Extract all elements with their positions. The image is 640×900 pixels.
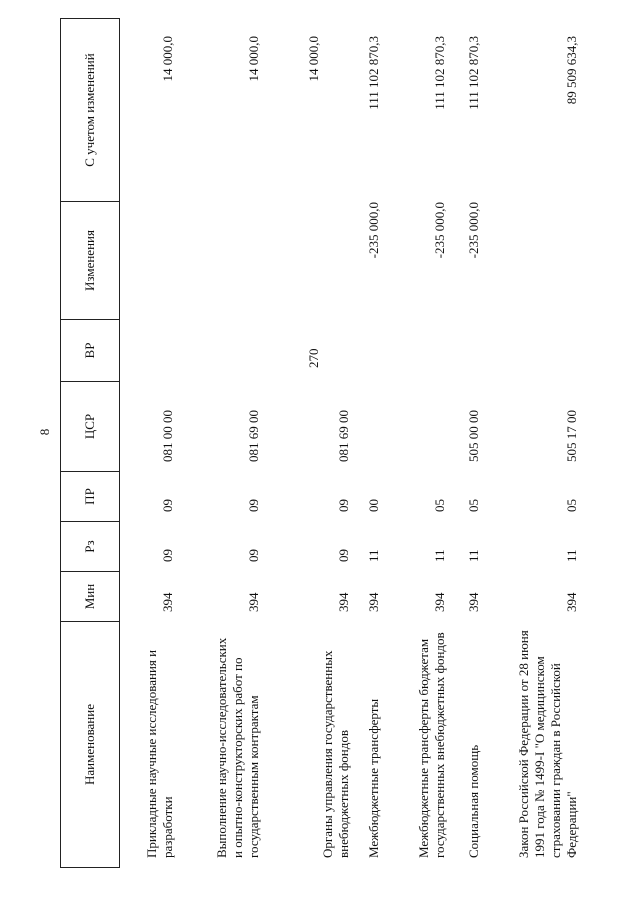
header-csr: ЦСР bbox=[61, 381, 119, 471]
cell-name: Социальная помощь bbox=[466, 744, 481, 858]
cell-total: 14 000,0 bbox=[160, 36, 175, 82]
cell-izm: -235 000,0 bbox=[366, 202, 381, 259]
cell-min: 394 bbox=[246, 592, 261, 612]
cell-min: 394 bbox=[160, 592, 175, 612]
cell-vr: 270 bbox=[306, 348, 321, 368]
cell-pr: 05 bbox=[564, 499, 579, 512]
header-izm: Изменения bbox=[61, 201, 119, 319]
cell-pr: 09 bbox=[160, 499, 175, 512]
cell-name: Межбюджетные трансферты bbox=[366, 698, 381, 858]
cell-total: 111 102 870,3 bbox=[366, 36, 381, 110]
cell-rz: 09 bbox=[336, 549, 351, 562]
cell-name: Закон Российской Федерации от 28 июня 1991 года № 1499-I "О медицинском страховании граждан в Российской Федерации" bbox=[516, 630, 579, 858]
cell-total: 14 000,0 bbox=[306, 36, 321, 82]
cell-total: 111 102 870,3 bbox=[466, 36, 481, 110]
cell-rz: 09 bbox=[160, 549, 175, 562]
header-vr: ВР bbox=[61, 319, 119, 381]
cell-min: 394 bbox=[366, 592, 381, 612]
cell-rz: 11 bbox=[432, 549, 447, 562]
cell-total: 89 509 634,3 bbox=[564, 36, 579, 105]
cell-csr: 081 69 00 bbox=[246, 410, 261, 462]
cell-izm: -235 000,0 bbox=[432, 202, 447, 259]
header-total: С учетом изменений bbox=[82, 53, 97, 167]
cell-pr: 09 bbox=[246, 499, 261, 512]
header-name: Наименование bbox=[61, 621, 119, 867]
cell-name: Межбюджетные трансферты бюджетам государственных внебюджетных фондов bbox=[416, 632, 447, 858]
cell-csr: 081 00 00 bbox=[160, 410, 175, 462]
cell-csr: 505 00 00 bbox=[466, 410, 481, 462]
cell-total: 14 000,0 bbox=[246, 36, 261, 82]
header-pr: ПР bbox=[61, 471, 119, 521]
cell-min: 394 bbox=[466, 592, 481, 612]
cell-pr: 05 bbox=[432, 499, 447, 512]
header-rz: Рз bbox=[61, 521, 119, 571]
cell-name: Прикладные научные исследования и разработки bbox=[144, 649, 175, 858]
cell-total: 111 102 870,3 bbox=[432, 36, 447, 110]
cell-min: 394 bbox=[336, 592, 351, 612]
cell-izm: -235 000,0 bbox=[466, 202, 481, 259]
cell-csr: 505 17 00 bbox=[564, 410, 579, 462]
cell-name: Выполнение научно-исследовательских и опытно-конструкторских работ по государственным контрактам bbox=[214, 637, 261, 858]
cell-rz: 11 bbox=[366, 549, 381, 562]
cell-min: 394 bbox=[564, 592, 579, 612]
cell-name: Органы управления государственных внебюджетных фондов bbox=[320, 650, 351, 858]
header-min: Мин bbox=[61, 571, 119, 621]
cell-min: 394 bbox=[432, 592, 447, 612]
page-number: 8 bbox=[37, 428, 52, 436]
budget-table-tail bbox=[60, 18, 579, 868]
table-row bbox=[482, 18, 580, 868]
cell-rz: 09 bbox=[246, 549, 261, 562]
cell-pr: 09 bbox=[336, 499, 351, 512]
cell-rz: 11 bbox=[466, 549, 481, 562]
cell-pr: 05 bbox=[466, 499, 481, 512]
cell-pr: 00 bbox=[366, 499, 381, 512]
cell-rz: 11 bbox=[564, 549, 579, 562]
cell-csr: 081 69 00 bbox=[336, 410, 351, 462]
